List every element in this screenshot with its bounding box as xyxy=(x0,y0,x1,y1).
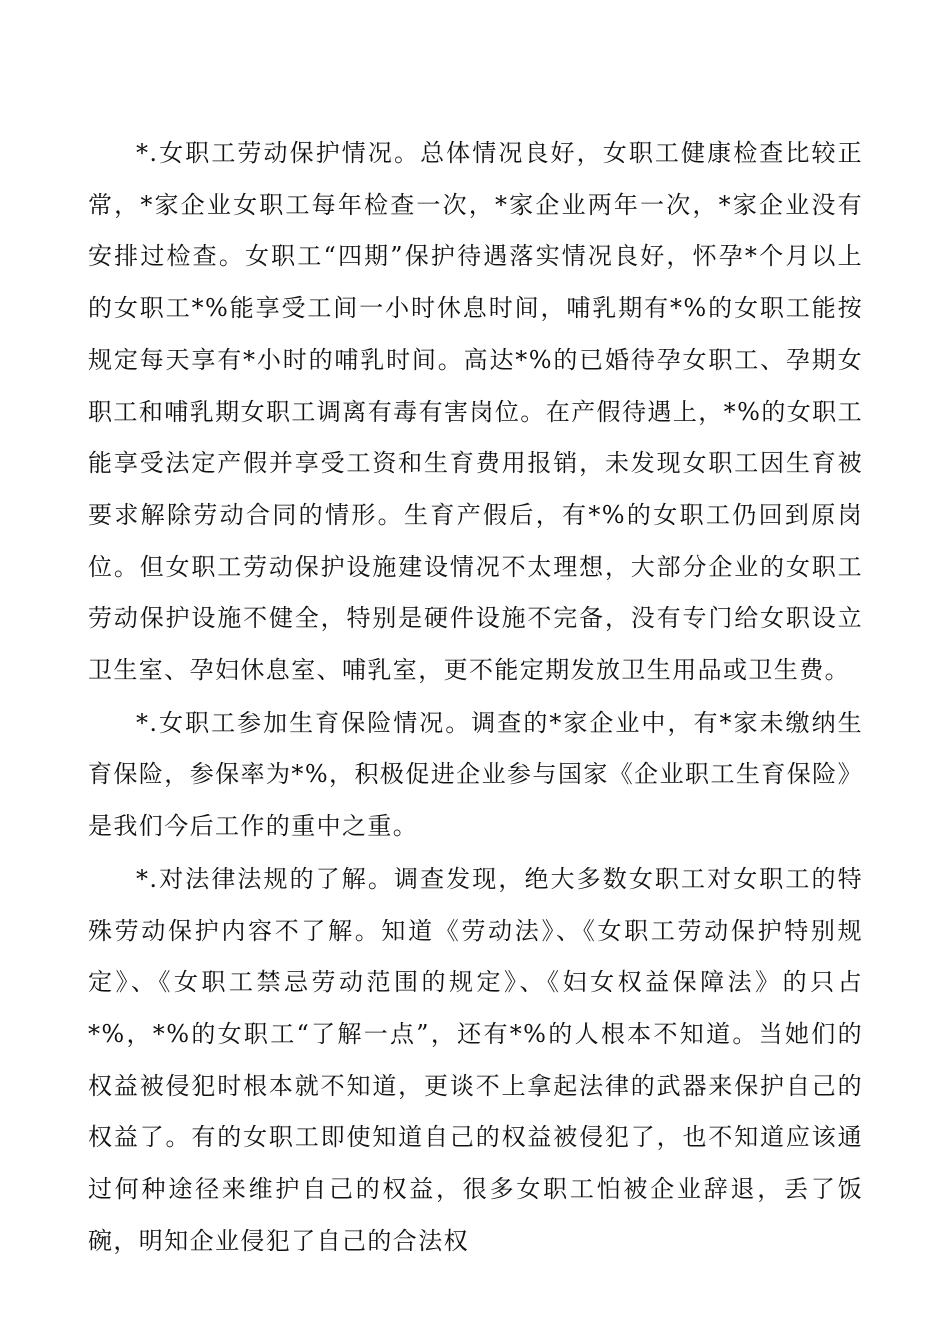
document-body xyxy=(88,128,863,1268)
paragraph-labor-protection: *.女职工劳动保护情况。总体情况良好，女职工健康检查比较正常，*家企业女职工每年检查一次，*家企业两年一次，*家企业没有安排过检查。女职工“四期”保护待遇落实情况良好，怀孕*个月以上的女职工*%能享受工间一小时休息时间，哺乳期有*%的女职工能按规定每天享有*小时的哺乳时间。高达*%的已婚待孕女职工、孕期女职工和哺乳期女职工调离有毒有害岗位。在产假待遇上，*%的女职工能享受法定产假并享受工资和生育费用报销，未发现女职工因生育被要求解除劳动合同的情形。生育产假后，有*%的女职工仍回到原岗位。但女职工劳动保护设施建设情况不太理想，大部分企业的女职工劳动保护设施不健全，特别是硬件设施不完备，没有专门给女职设立卫生室、孕妇休息室、哺乳室，更不能定期发放卫生用品或卫生费。 xyxy=(88,139,863,685)
paragraph-law-awareness: *.对法律法规的了解。调查发现，绝大多数女职工对女职工的特殊劳动保护内容不了解。知道《劳动法》、《女职工劳动保护特别规定》、《女职工禁忌劳动范围的规定》、《妇女权益保障法》的只占*%，*%的女职工“了解一点”，还有*%的人根本不知道。当她们的权益被侵犯时根本就不知道，更谈不上拿起法律的武器来保护自己的权益了。有的女职工即使知道自己的权益被侵犯了，也不知道应该通过何种途径来维护自己的权益，很多女职工怕被企业辞退，丢了饭碗，明知企业侵犯了自己的合法权 xyxy=(88,864,863,1255)
paragraph-maternity-insurance: *.女职工参加生育保险情况。调查的*家企业中，有*家未缴纳生育保险，参保率为*%，积极促进企业参与国家《企业职工生育保险》是我们今后工作的重中之重。 xyxy=(88,708,863,841)
